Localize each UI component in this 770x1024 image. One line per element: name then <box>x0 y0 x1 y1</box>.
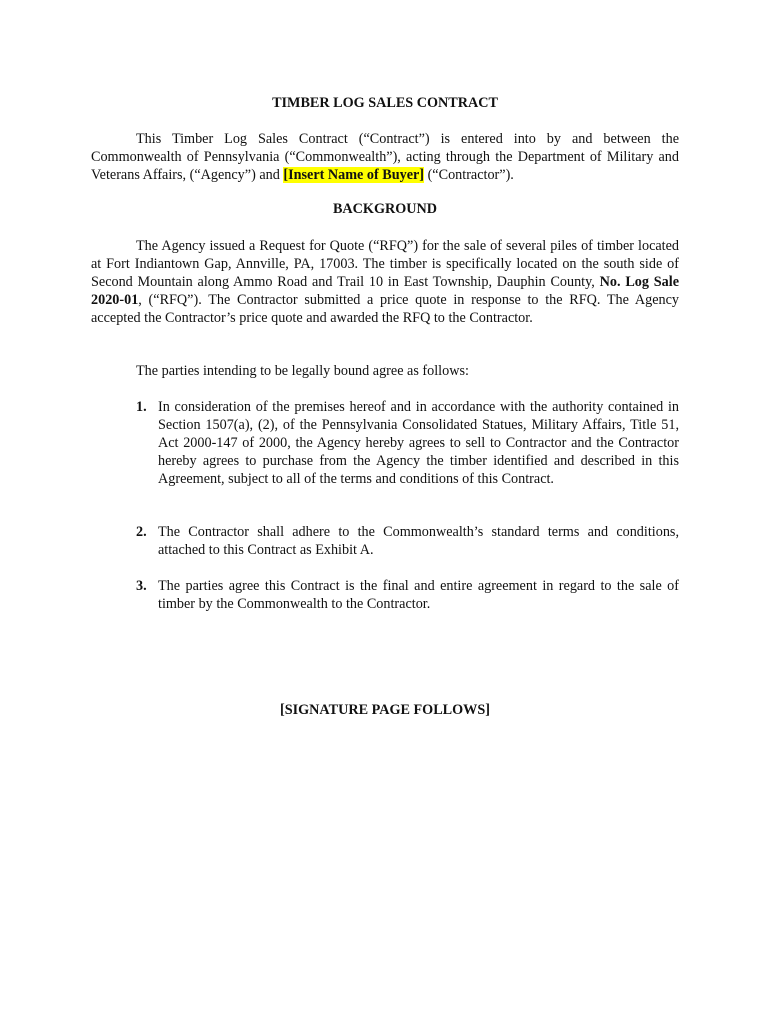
agreement-intro-line: The parties intending to be legally bound agree as follows: <box>136 363 469 379</box>
log-sale-number: No. Log Sale 2020-01 <box>91 274 679 308</box>
buyer-name-placeholder: [Insert Name of Buyer] <box>283 167 425 183</box>
list-item-number: 1. <box>136 399 147 415</box>
background-heading: BACKGROUND <box>332 201 438 217</box>
list-item-number: 3. <box>136 578 147 594</box>
list-item-number: 2. <box>136 524 147 540</box>
background-text-start: The Agency issued a Request for Quote (“RFQ”) for the sale of several piles of timber located at Fort Indiantown Gap, Annville, PA, 17003. The timber is specifically located on the south side of Second Mountain along Ammo Road and Trail 10 in East Township, Dauphin County, <box>91 238 679 290</box>
intro-text-start: This Timber Log Sales Contract (“Contract”) is entered into by and between the Commonwealth of Pennsylvania (“Commonwealth”), acting through the Department of Military and Veterans Affairs, (“Agency”) and <box>91 131 679 183</box>
list-item-text: The Contractor shall adhere to the Commonwealth’s standard terms and conditions, attached to this Contract as Exhibit A. <box>158 524 679 558</box>
intro-paragraph <box>91 130 679 184</box>
contract-title: TIMBER LOG SALES CONTRACT <box>272 95 498 111</box>
intro-text-end: (“Contractor”). <box>424 167 514 183</box>
background-paragraph <box>91 237 679 327</box>
signature-page-note: [SIGNATURE PAGE FOLLOWS] <box>280 702 490 718</box>
list-item-text: In consideration of the premises hereof and in accordance with the authority contained in Section 1507(a), (2), of the Pennsylvania Consolidated Statues, Military Affairs, Title 51, Act 2000-147 of 2000, the Agency hereby agrees to sell to Contractor and the Contractor hereby agrees to purchase from the Agency the timber identified and described in this Agreement, subject to all of the terms and conditions of this Contract. <box>158 399 679 487</box>
background-text-end: , (“RFQ”). The Contractor submitted a price quote in response to the RFQ. The Agency accepted the Contractor’s price quote and awarded the RFQ to the Contractor. <box>91 292 679 326</box>
list-item-text: The parties agree this Contract is the final and entire agreement in regard to the sale of timber by the Commonwealth to the Contractor. <box>158 578 679 612</box>
